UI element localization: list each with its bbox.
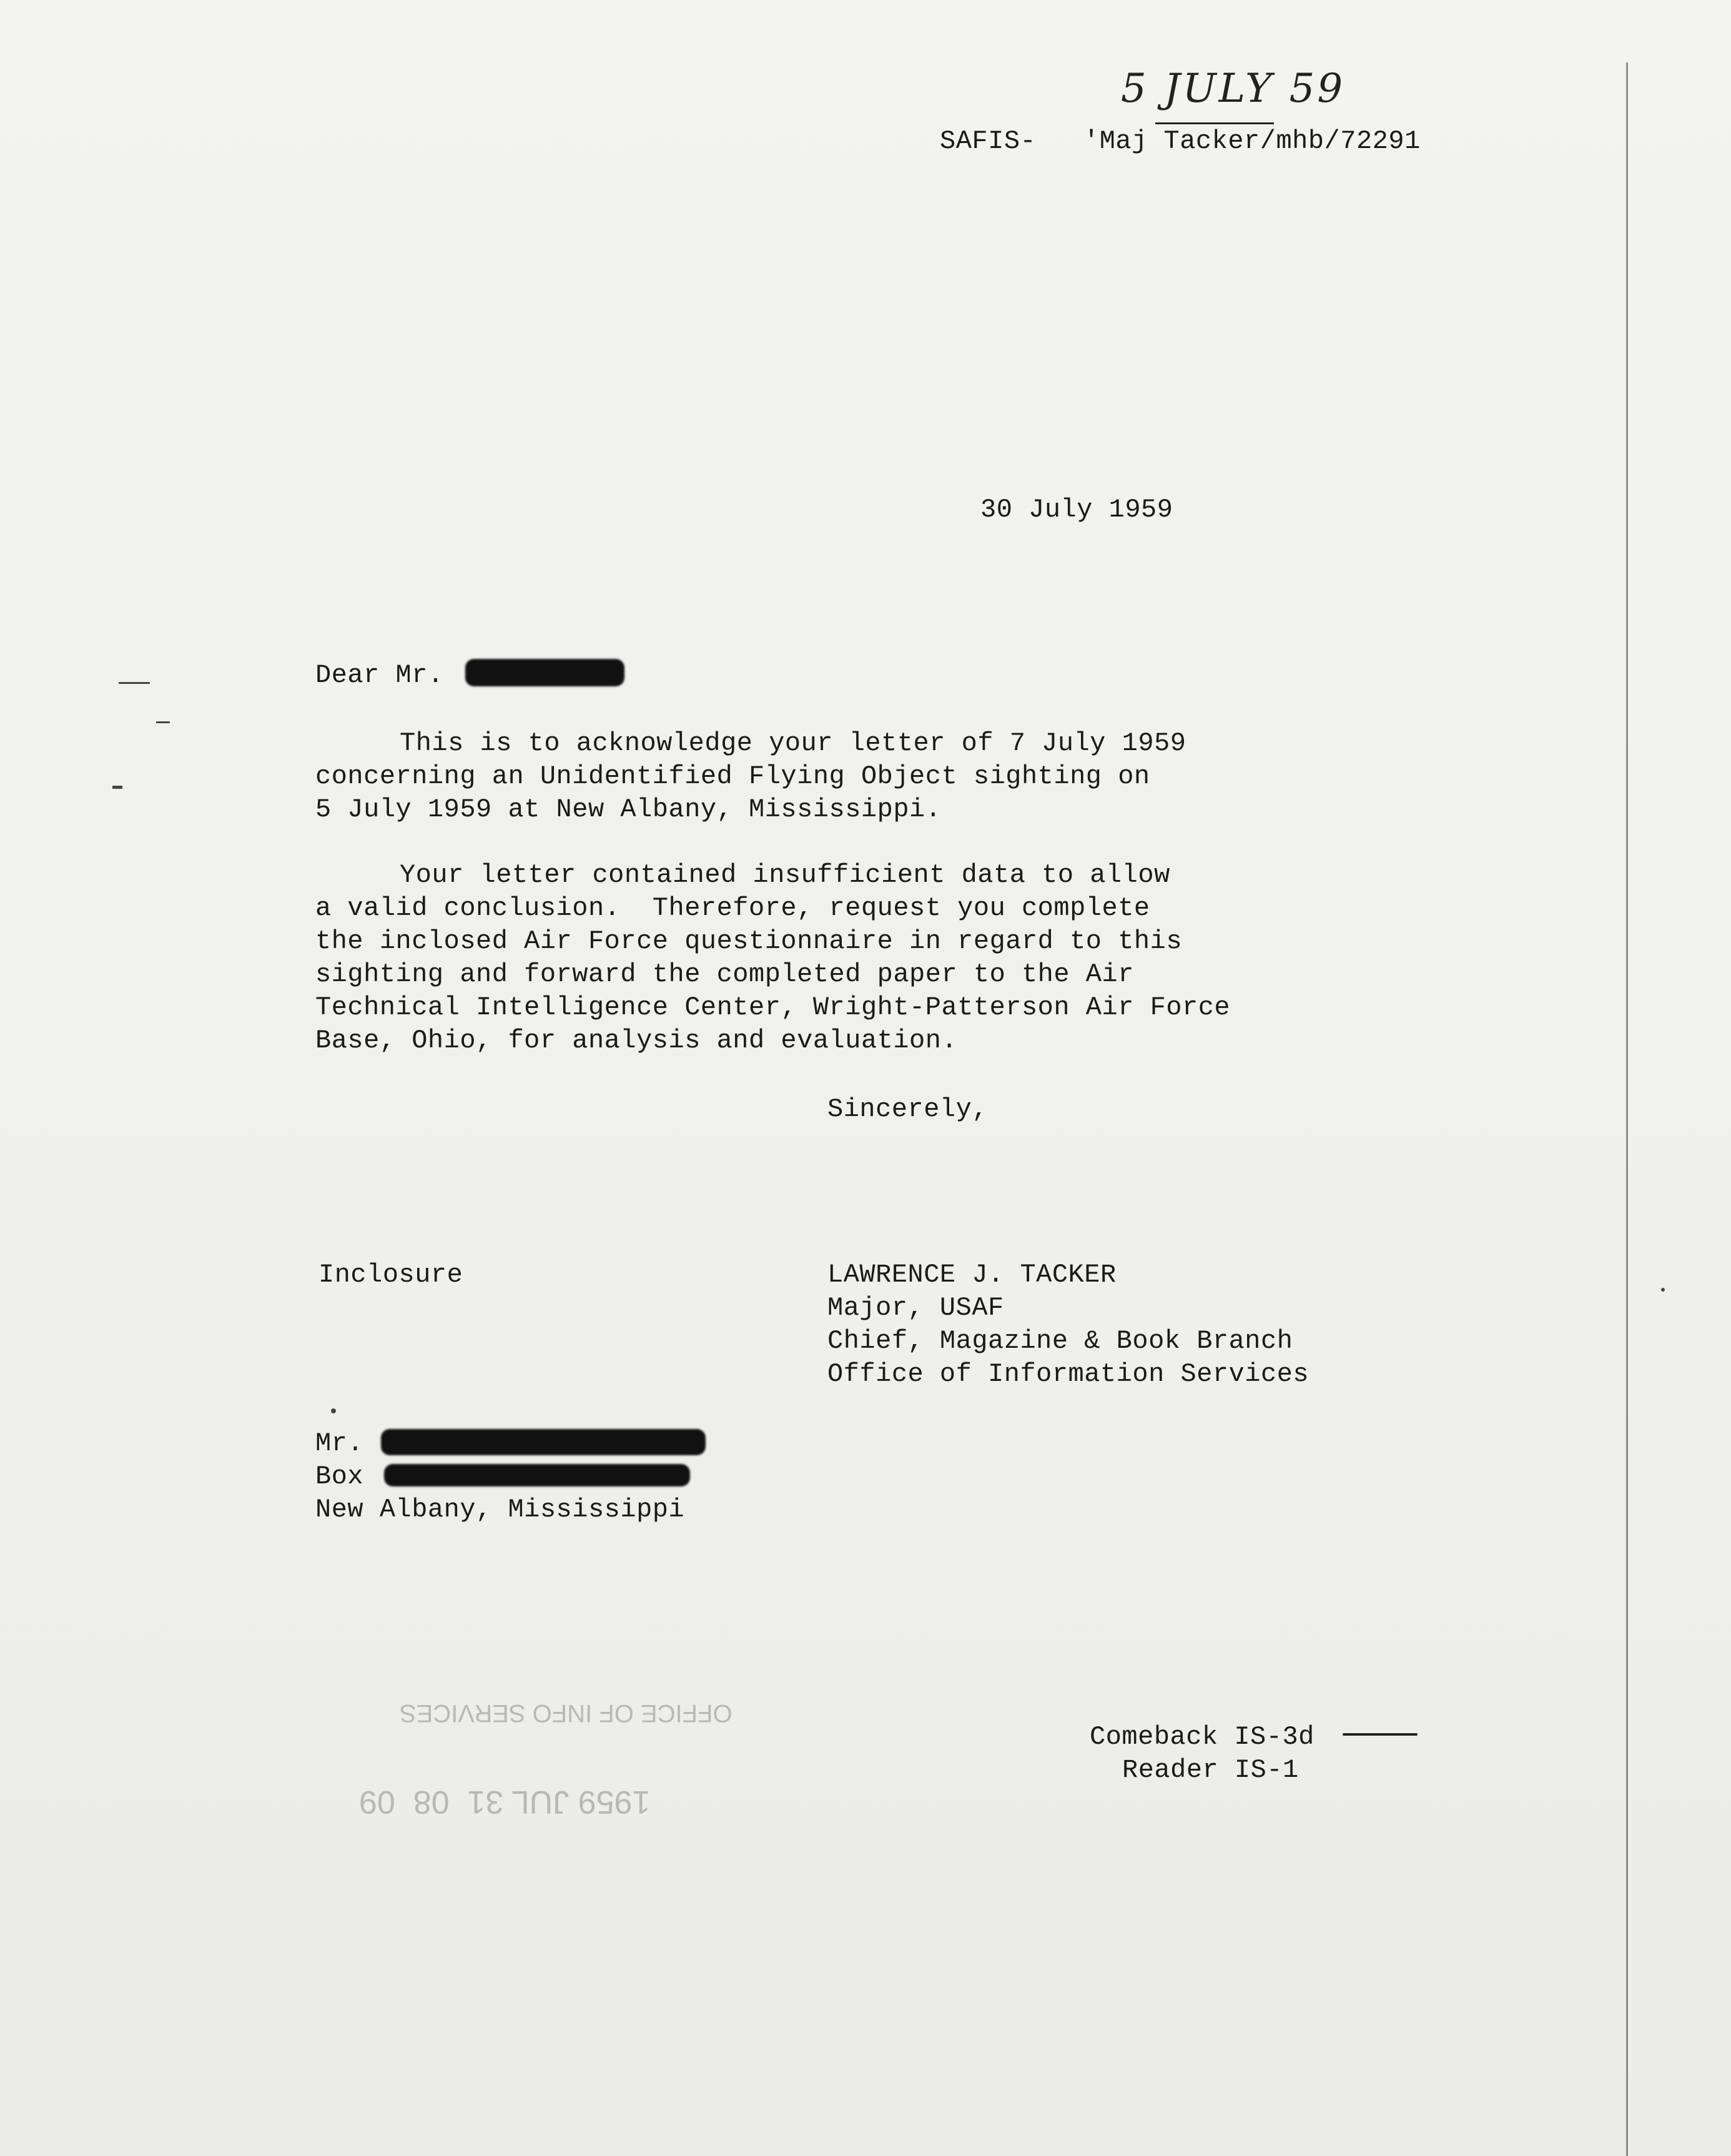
para1-line1: This is to acknowledge your letter of 7 July 1959 <box>400 728 1186 758</box>
signature-title: Chief, Magazine & Book Branch <box>827 1326 1293 1356</box>
enclosure-label: Inclosure <box>318 1260 463 1290</box>
para1-line3: 5 July 1959 at New Albany, Mississippi. <box>315 794 942 824</box>
para2-line2: a valid conclusion. Therefore, request you complete <box>315 893 1150 923</box>
address-line1: Mr. <box>315 1428 364 1458</box>
signature-name: LAWRENCE J. TACKER <box>827 1260 1117 1290</box>
para2-line1: Your letter contained insufficient data to allow <box>400 860 1170 890</box>
receipt-stamp-date: 1959 JUL 31 08 09 <box>359 1784 651 1820</box>
receipt-stamp-office: OFFICE OF INFO SERVICES <box>400 1699 732 1727</box>
address-line3: New Albany, Mississippi <box>315 1495 685 1525</box>
address-line2: Box <box>315 1461 364 1491</box>
para2-line5: Technical Intelligence Center, Wright-Patterson Air Force <box>315 992 1231 1022</box>
para2-line6: Base, Ohio, for analysis and evaluation. <box>315 1026 958 1056</box>
scan-mark <box>112 786 122 789</box>
para2-line4: sighting and forward the completed paper to the Air <box>315 959 1134 989</box>
scan-mark <box>156 721 170 723</box>
routing-overline <box>1155 122 1274 124</box>
letter-date: 30 July 1959 <box>980 495 1173 525</box>
page-edge-line <box>1626 62 1628 2156</box>
routing-code: SAFIS- <box>940 126 1037 156</box>
signature-rank: Major, USAF <box>827 1293 1004 1323</box>
coordination-dash <box>1343 1733 1418 1736</box>
scan-mark <box>119 682 150 684</box>
coordination-comeback: Comeback IS-3d <box>1090 1722 1314 1752</box>
closing: Sincerely, <box>827 1094 989 1124</box>
signature-office: Office of Information Services <box>827 1359 1309 1389</box>
handwritten-date: 5 JULY 59 <box>1121 66 1346 112</box>
routing-author: 'Maj Tacker/mhb/72291 <box>1083 126 1421 156</box>
scan-mark <box>1661 1288 1665 1292</box>
redaction-bar <box>384 1464 690 1486</box>
para2-line3: the inclosed Air Force questionnaire in regard to this <box>315 926 1183 956</box>
salutation: Dear Mr. <box>315 660 444 690</box>
para1-line2: concerning an Unidentified Flying Object sighting on <box>315 761 1150 791</box>
redaction-bar <box>381 1429 706 1455</box>
scan-mark <box>331 1408 336 1413</box>
redaction-bar <box>465 659 624 686</box>
coordination-reader: Reader IS-1 <box>1122 1755 1299 1785</box>
